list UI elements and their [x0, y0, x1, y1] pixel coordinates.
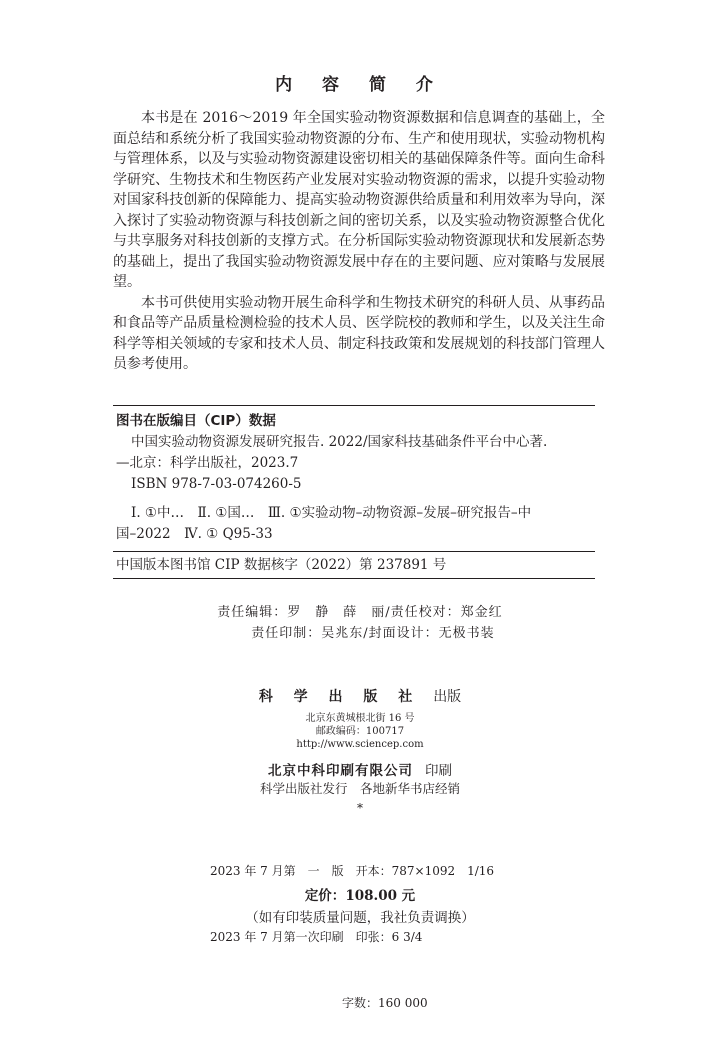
price-label: 定价：: [304, 888, 346, 904]
cip-isbn: ISBN 978-7-03-074260-5: [131, 476, 302, 492]
publisher-name-suffix: 出版: [433, 689, 462, 705]
price-value: 108.00 元: [345, 888, 416, 904]
editor-credits: [0, 602, 720, 644]
publisher-address: 北京东黄城根北街 16 号: [305, 713, 415, 724]
distribution-line: 科学出版社发行 各地新华书店经销: [259, 781, 460, 796]
price: [0, 884, 720, 904]
spec-word-count: 字数：160 000: [210, 996, 428, 1010]
publisher-url: http://www.sciencep.com: [296, 739, 424, 750]
spec-printing: 2023 年 7 月第一次印刷 印张：6 3/4: [210, 930, 423, 944]
cip-title-line: 中国实验动物资源发展研究报告. 2022/国家科技基础条件平台中心著.: [131, 434, 548, 450]
editor-credits-line-1: 责任编辑：罗 静 薛 丽/责任校对：郑金红: [217, 605, 503, 620]
print-specs: [210, 816, 494, 1058]
cip-classification-line-1: Ⅰ. ①中… Ⅱ. ①国… Ⅲ. ①实验动物–动物资源–发展–研究报告–中: [131, 505, 532, 521]
publisher-name-text: 科 学 出 版 社: [258, 689, 421, 705]
intro-paragraph-2: 本书可供使用实验动物开展生命科学和生物技术研究的科研人员、从事药品和食品等产品质量检测检验的技术人员、医学院校的教师和学生，以及关注生命科学等相关领域的专家和技术人员、制定科技政策和发展规划的科技部门管理人员参考使用。: [113, 294, 605, 372]
separator-star: *: [357, 801, 363, 815]
cip-national-library-number: 中国版本图书馆 CIP 数据核字（2022）第 237891 号: [113, 551, 595, 576]
printer-name: [0, 759, 720, 779]
printer-suffix: 印刷: [425, 763, 452, 779]
quality-notice: （如有印装质量问题，我社负责调换）: [245, 910, 475, 926]
printer-name-text: 北京中科印刷有限公司: [268, 763, 413, 779]
cip-heading: 图书在版编目（CIP）数据: [116, 413, 276, 429]
intro-paragraph-1: 本书是在 2016～2019 年全国实验动物资源数据和信息调查的基础上，全面总结和系统分析了我国实验动物资源的分布、生产和使用现状，实验动物机构与管理体系，以及与实验动物资源建设密切相关的基础保障条件等。面向生命科学研究、生物技术和生物医药产业发展对实验动物资源的需求，以提升实验动物对国家科技创新的保障能力、提高实验动物资源供给质量和利用效率为导向，深入探讨了实验动物资源与科技创新之间的密切关系，以及实验动物资源整合优化与共享服务对科技创新的支撑方式。在分析国际实验动物资源现状和发展新态势的基础上，提出了我国实验动物资源发展中存在的主要问题、应对策略与发展展望。: [113, 110, 605, 290]
editor-credits-line-2: 责任印制：吴兆东/封面设计：无极书装: [251, 626, 495, 641]
spec-edition: 2023 年 7 月第 一 版 开本：787×1092 1/16: [210, 864, 495, 878]
cip-classification-line-2: 国–2022 Ⅳ. ① Q95-33: [116, 526, 273, 542]
publisher-postcode: 邮政编码：100717: [315, 726, 405, 737]
intro-title: 内 容 简 介: [275, 75, 445, 95]
cip-data-block: [113, 405, 595, 579]
cip-publisher-line: —北京：科学出版社，2023.7: [116, 455, 299, 471]
publisher-name: [0, 686, 720, 706]
cip-gap: [113, 495, 595, 503]
publisher-block: [0, 686, 720, 815]
intro-body: [113, 108, 605, 375]
